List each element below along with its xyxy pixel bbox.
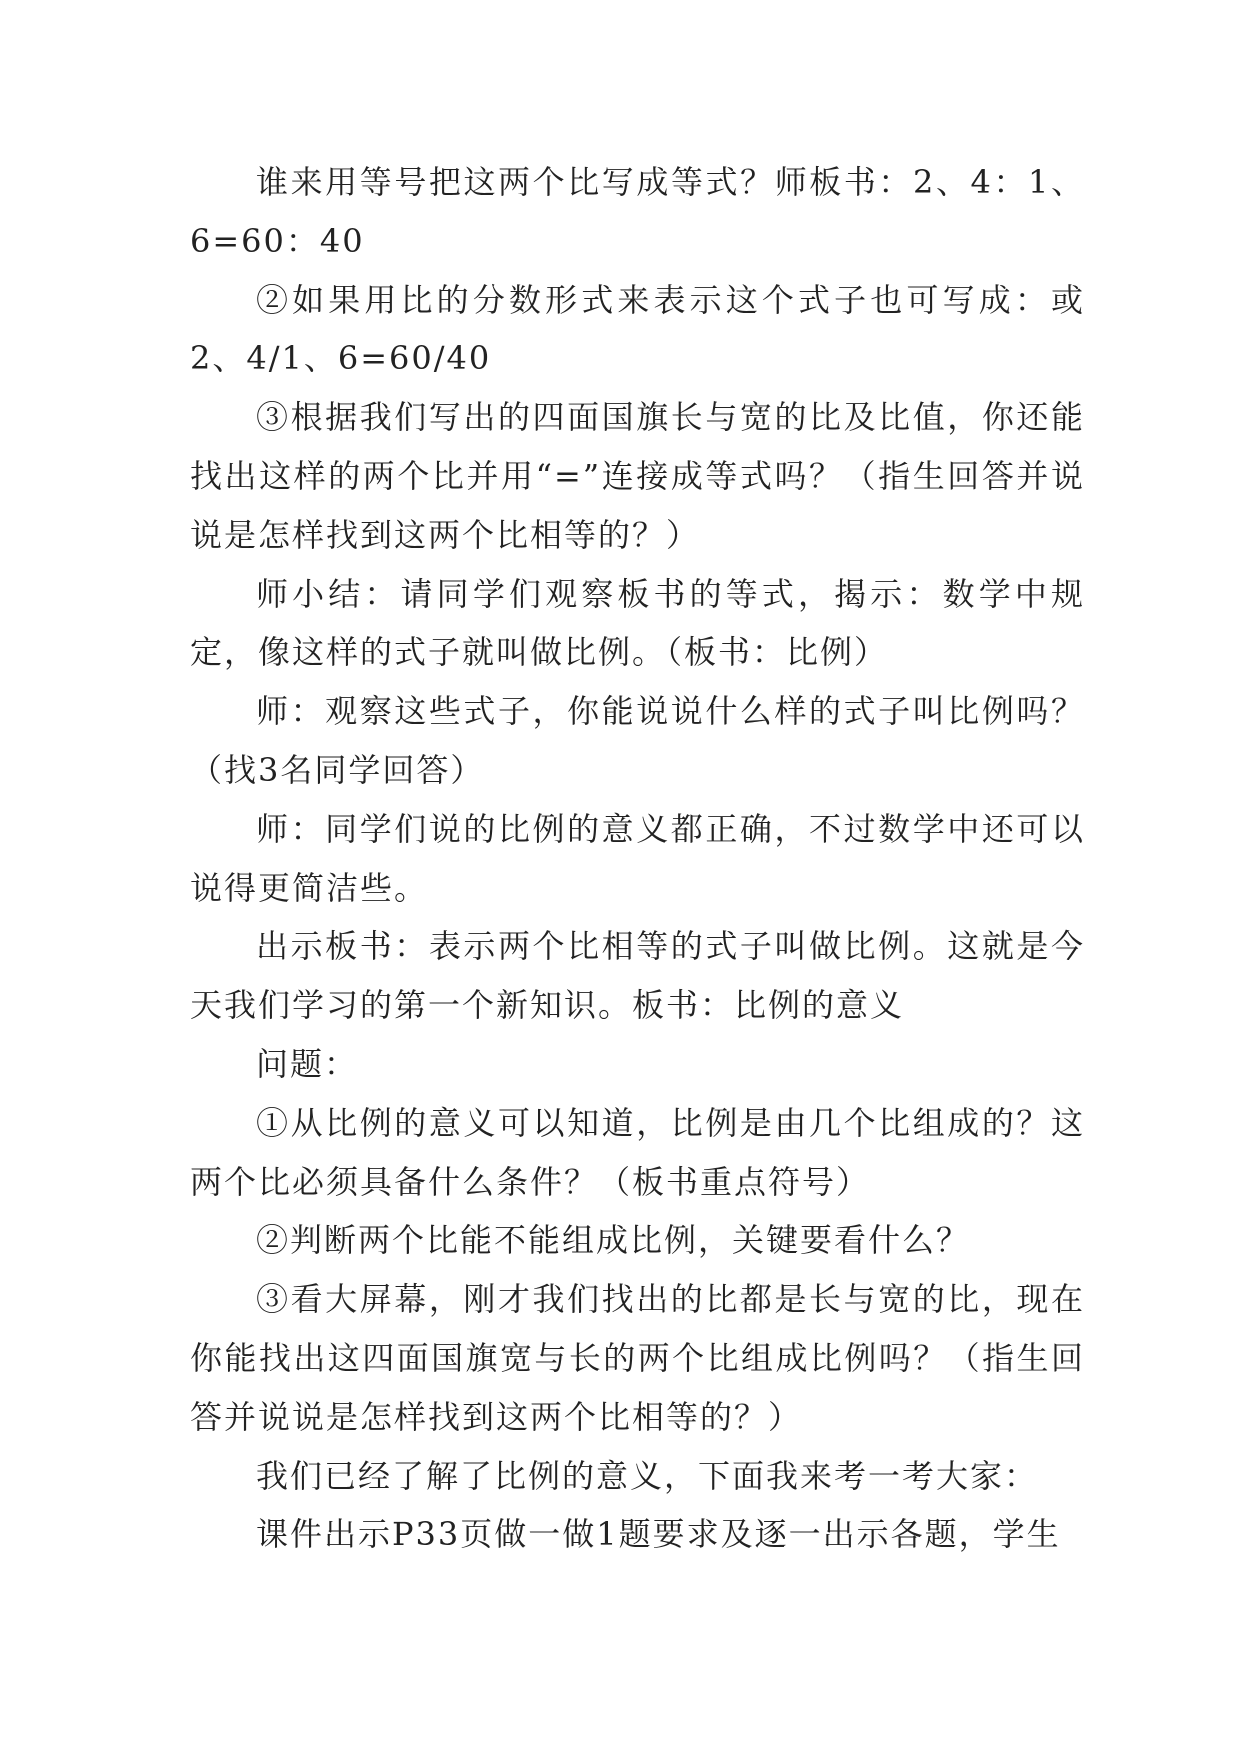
paragraph: ②判断两个比能不能组成比例，关键要看什么？: [256, 1221, 971, 1260]
paragraph: 出示板书：表示两个比相等的式子叫做比例。这就是今天我们学习的第一个新知识。板书：比例的意义: [190, 927, 1085, 1025]
paragraph: ③根据我们写出的四面国旗长与宽的比及比值，你还能找出这样的两个比并用“=”连接成等式吗？（指生回答并说说是怎样找到这两个比相等的？）: [190, 398, 1085, 554]
paragraph: 谁来用等号把这两个比写成等式？师板书：2、4：1、6=60：40: [190, 163, 1085, 260]
paragraph: 课件出示P33页做一做1题要求及逐一出示各题，学生: [256, 1515, 1061, 1554]
paragraph: ①从比例的意义可以知道，比例是由几个比组成的？这两个比必须具备什么条件？（板书重点符号）: [190, 1103, 1085, 1201]
paragraph: 师：观察这些式子，你能说说什么样的式子叫比例吗？（找3名同学回答）: [190, 692, 1085, 789]
paragraph: 我们已经了解了比例的意义，下面我来考一考大家：: [256, 1456, 1039, 1495]
paragraph: 问题：: [256, 1044, 359, 1083]
paragraph: ②如果用比的分数形式来表示这个式子也可写成：或2、4/1、6=60/40: [190, 280, 1085, 378]
document-body: [190, 153, 1085, 1564]
paragraph: ③看大屏幕，刚才我们找出的比都是长与宽的比，现在你能找出这四面国旗宽与长的两个比组成比例吗？（指生回答并说说是怎样找到这两个比相等的？）: [190, 1280, 1085, 1436]
paragraph: 师：同学们说的比例的意义都正确，不过数学中还可以说得更简洁些。: [190, 809, 1085, 907]
paragraph: 师小结：请同学们观察板书的等式，揭示：数学中规定，像这样的式子就叫做比例。（板书：比例）: [190, 574, 1085, 672]
